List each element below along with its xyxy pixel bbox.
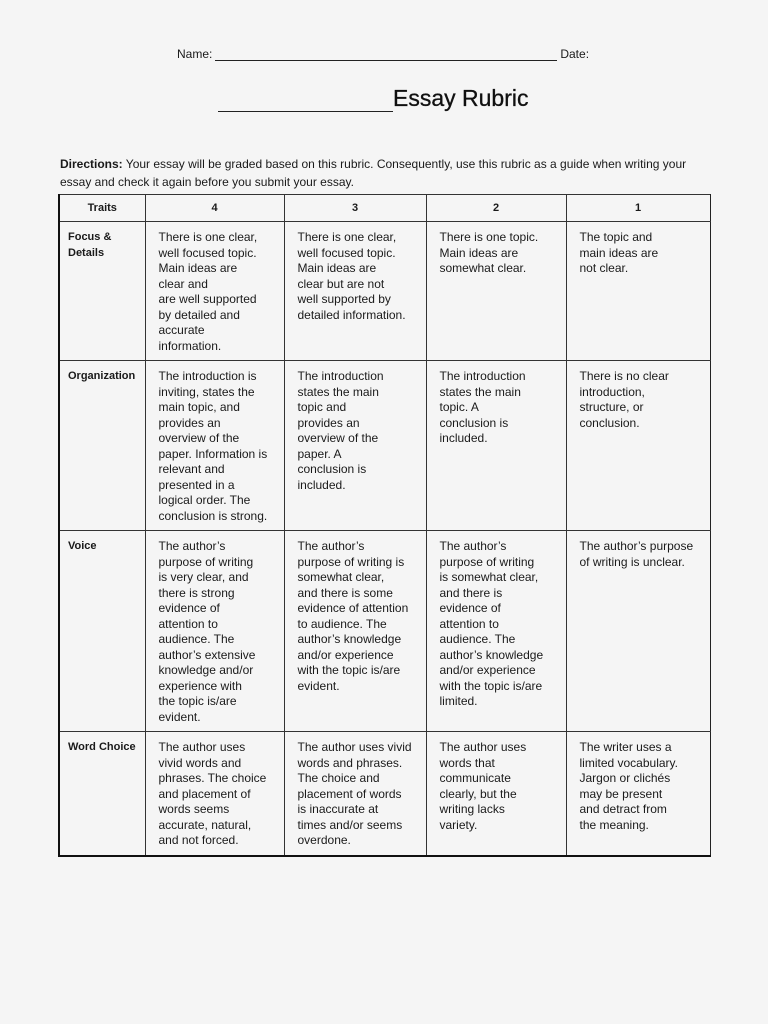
header-score-2: 2: [426, 195, 566, 222]
rubric-cell: There is one topic. Main ideas are somewhat clear.: [426, 222, 566, 361]
directions-label: Directions:: [60, 157, 123, 171]
title-row: [218, 84, 528, 112]
table-row-organization: [59, 361, 710, 531]
rubric-cell: The writer uses a limited vocabulary. Jargon or clichés may be present and detract from the meaning.: [566, 732, 710, 856]
rubric-cell: The author’s purpose of writing is very clear, and there is strong evidence of attention to audience. The author’s extensive knowledge and/or experience with the topic is/are evident.: [145, 531, 284, 732]
trait-label: Voice: [59, 531, 145, 732]
header-row: [59, 195, 710, 222]
table-row-word-choice: [59, 732, 710, 856]
rubric-cell: The author’s purpose of writing is unclear.: [566, 531, 710, 732]
directions-paragraph: [60, 156, 710, 191]
name-date-line: [177, 47, 589, 61]
name-label: Name:: [177, 47, 213, 61]
directions-text: Your essay will be graded based on this rubric. Consequently, use this rubric as a guide when writing your essay and check it again before you submit your essay.: [60, 157, 687, 189]
table-row-voice: [59, 531, 710, 732]
rubric-cell: The author’s purpose of writing is somewhat clear, and there is some evidence of attention to audience. The author’s knowledge and/or experience with the topic is/are evident.: [284, 531, 426, 732]
rubric-table: [58, 194, 711, 857]
rubric-cell: The author uses vivid words and phrases. The choice and placement of words is inaccurate at times and/or seems overdone.: [284, 732, 426, 856]
rubric-cell: The topic and main ideas are not clear.: [566, 222, 710, 361]
header-score-4: 4: [145, 195, 284, 222]
rubric-cell: There is one clear, well focused topic. Main ideas are clear but are not well supported by detailed information.: [284, 222, 426, 361]
header-traits: Traits: [59, 195, 145, 222]
rubric-cell: The author uses vivid words and phrases. The choice and placement of words seems accurate, natural, and not forced.: [145, 732, 284, 856]
name-field[interactable]: [215, 47, 557, 61]
page-title: Essay Rubric: [393, 85, 529, 111]
rubric-cell: There is no clear introduction, structure, or conclusion.: [566, 361, 710, 531]
rubric-cell: The introduction is inviting, states the main topic, and provides an overview of the paper. Information is relevant and presented in a logical order. The conclusion is strong.: [145, 361, 284, 531]
rubric-cell: The author uses words that communicate clearly, but the writing lacks variety.: [426, 732, 566, 856]
rubric-cell: The introduction states the main topic and provides an overview of the paper. A conclusion is included.: [284, 361, 426, 531]
header-score-1: 1: [566, 195, 710, 222]
trait-label: Organization: [59, 361, 145, 531]
title-blank-field[interactable]: [218, 87, 393, 112]
rubric-cell: The introduction states the main topic. A conclusion is included.: [426, 361, 566, 531]
rubric-cell: There is one clear, well focused topic. Main ideas are clear and are well supported by detailed and accurate information.: [145, 222, 284, 361]
date-label: Date:: [560, 47, 590, 61]
header-score-3: 3: [284, 195, 426, 222]
rubric-cell: The author’s purpose of writing is somewhat clear, and there is evidence of attention to audience. The author’s knowledge and/or experience with the topic is/are limited.: [426, 531, 566, 732]
trait-label: Focus & Details: [59, 222, 145, 361]
trait-label: Word Choice: [59, 732, 145, 856]
table-row-focus-details: [59, 222, 710, 361]
